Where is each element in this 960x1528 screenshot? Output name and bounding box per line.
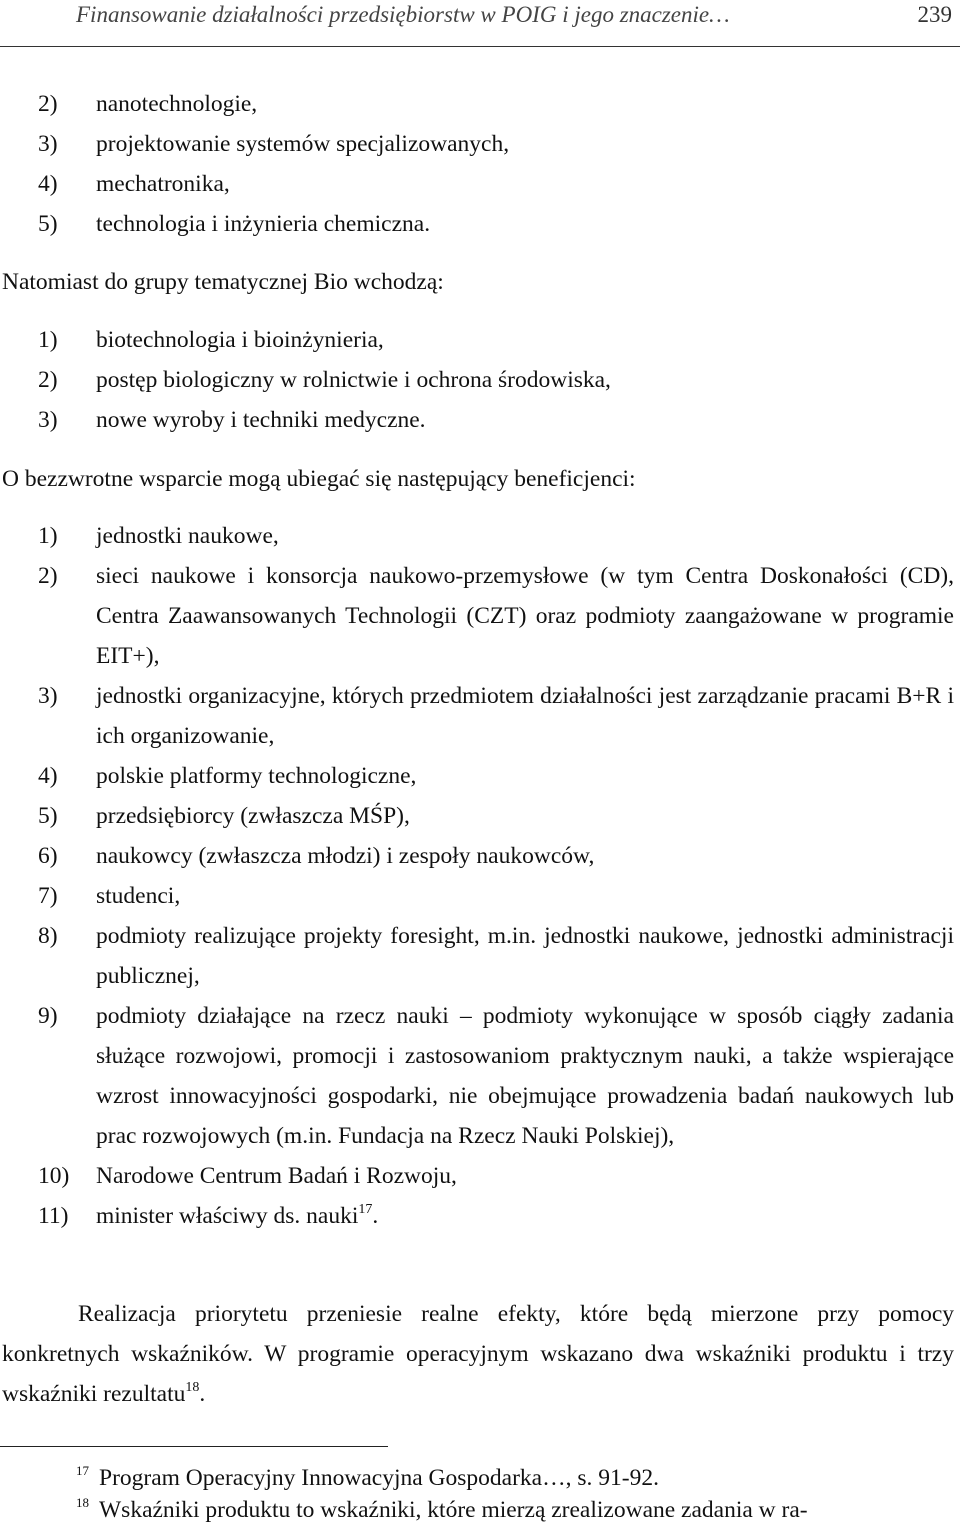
list-text: nowe wyroby i techniki medyczne. (96, 407, 426, 433)
paragraph-tail: . (199, 1381, 206, 1407)
footnote-text: Wskaźniki produktu to wskaźniki, które mierzą zrealizowane zadania w ra- (99, 1497, 808, 1523)
list-number: 3) (38, 407, 58, 433)
footnote-ref: 18 (185, 1380, 200, 1395)
footnote-ref: 17 (358, 1202, 373, 1217)
list-nano-topics (0, 84, 954, 244)
footnote (76, 1494, 956, 1526)
list-text: minister właściwy ds. nauki (96, 1203, 359, 1229)
list-number: 6) (38, 843, 58, 869)
list-item (0, 320, 954, 360)
list-item (0, 124, 954, 164)
running-title: Finansowanie działalności przedsiębiorstw w POIG i jego znaczenie… (76, 2, 730, 27)
list-item (0, 996, 954, 1156)
list-number: 11) (38, 1203, 69, 1229)
list-item (0, 84, 954, 124)
list-text: postęp biologiczny w rolnictwie i ochrona środowiska, (96, 367, 611, 393)
list-number: 3) (38, 131, 58, 157)
list-number: 10) (38, 1163, 70, 1189)
list-item (0, 796, 954, 836)
list-number: 5) (38, 211, 58, 237)
beneficiaries-intro: O bezzwrotne wsparcie mogą ubiegać się następujący beneficjenci: (2, 466, 636, 492)
list-text: podmioty działające na rzecz nauki – podmioty wykonujące w sposób ciągły zadania służące rozwojowi, promocji i zastosowaniom praktycznym nauki, a także wspierające wzrost innowacyjności gospodarki, nie obejmujące prowadzenia badań naukowych lub prac rozwojowych (m.in. Fundacja na Rzecz Nauki Polskiej), (96, 1003, 954, 1149)
closing-paragraph (2, 1294, 954, 1414)
list-item (0, 1156, 954, 1196)
list-bio-topics (0, 320, 954, 440)
list-beneficiaries (0, 516, 954, 1236)
footnote-text: Program Operacyjny Innowacyjna Gospodarka…, s. 91-92. (99, 1465, 659, 1491)
list-text: projektowanie systemów specjalizowanych, (96, 131, 510, 157)
list-text: sieci naukowe i konsorcja naukowo-przemysłowe (w tym Centra Doskonałości (CD), Centra Zaawansowanych Technologii (CZT) oraz podmioty zaangażowane w programie EIT+), (96, 563, 954, 669)
footnote (76, 1462, 956, 1494)
footnote-divider (0, 1446, 388, 1447)
list-text-tail: . (372, 1203, 379, 1229)
list-number: 1) (38, 327, 58, 353)
list-number: 2) (38, 563, 58, 589)
list-text: mechatronika, (96, 171, 230, 197)
list-number: 2) (38, 367, 58, 393)
list-text: studenci, (96, 883, 181, 909)
list-text: przedsiębiorcy (zwłaszcza MŚP), (96, 803, 410, 829)
list-item (0, 1196, 954, 1236)
list-item (0, 204, 954, 244)
list-number: 8) (38, 923, 58, 949)
page-number: 239 (917, 2, 952, 27)
list-text: nanotechnologie, (96, 91, 258, 117)
list-text: podmioty realizujące projekty foresight, m.in. jednostki naukowe, jednostki administracji publicznej, (96, 923, 954, 989)
list-number: 3) (38, 683, 58, 709)
running-header (0, 0, 960, 47)
list-text: jednostki naukowe, (96, 523, 279, 549)
list-item (0, 400, 954, 440)
list-number: 7) (38, 883, 58, 909)
footnote-number: 17 (76, 1463, 89, 1478)
bio-intro: Natomiast do grupy tematycznej Bio wchodzą: (2, 269, 444, 295)
list-number: 5) (38, 803, 58, 829)
list-number: 4) (38, 171, 58, 197)
list-number: 9) (38, 1003, 58, 1029)
list-item (0, 756, 954, 796)
list-item (0, 360, 954, 400)
list-item (0, 556, 954, 676)
list-item (0, 516, 954, 556)
list-number: 4) (38, 763, 58, 789)
list-text: jednostki organizacyjne, których przedmiotem działalności jest zarządzanie pracami B+R i ich organizowanie, (96, 683, 954, 749)
paragraph-text: Realizacja priorytetu przeniesie realne efekty, które będą mierzone przy pomocy konkretnych wskaźników. W programie operacyjnym wskazano dwa wskaźniki produktu i trzy wskaźniki rezultatu (2, 1301, 954, 1407)
list-item (0, 876, 954, 916)
list-item (0, 676, 954, 756)
list-text: biotechnologia i bioinżynieria, (96, 327, 384, 353)
list-text: technologia i inżynieria chemiczna. (96, 211, 431, 237)
list-number: 2) (38, 91, 58, 117)
list-item (0, 164, 954, 204)
list-text: Narodowe Centrum Badań i Rozwoju, (96, 1163, 457, 1189)
list-item (0, 916, 954, 996)
list-text: naukowcy (zwłaszcza młodzi) i zespoły naukowców, (96, 843, 595, 869)
list-text: polskie platformy technologiczne, (96, 763, 417, 789)
list-number: 1) (38, 523, 58, 549)
footnote-number: 18 (76, 1495, 89, 1510)
list-item (0, 836, 954, 876)
